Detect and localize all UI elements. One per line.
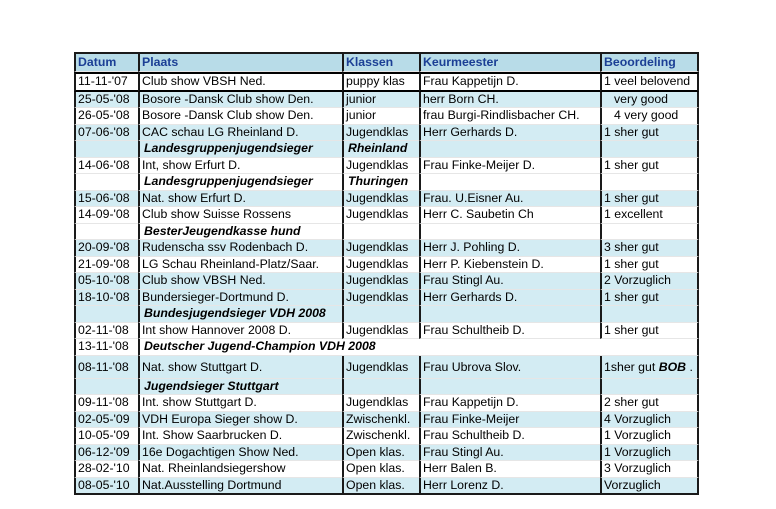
cell-beoordeling: 2 Vorzuglich xyxy=(600,273,699,290)
cell-klassen: Jugendklas xyxy=(342,158,419,175)
cell-plaats: Club show VBSH Ned. xyxy=(138,72,342,92)
cell-datum: 08-11-'08 xyxy=(74,356,138,379)
cell-beoordeling: 1 sher gut xyxy=(600,191,699,208)
cell-plaats: Nat. show Stuttgart D. xyxy=(138,356,342,379)
cell-keurmeester xyxy=(419,224,600,241)
cell-beoordeling: 1 Vorzuglich xyxy=(600,428,699,445)
table-row xyxy=(74,445,699,462)
cell-datum: 06-12-'09 xyxy=(74,445,138,462)
table-row xyxy=(74,395,699,412)
beoordeling-text: 1sher gut xyxy=(604,359,659,374)
cell-keurmeester: herr Born CH. xyxy=(419,92,600,109)
cell-keurmeester: Frau Kappetijn D. xyxy=(419,72,600,92)
cell-plaats: Landesgruppenjugendsieger xyxy=(138,174,342,191)
cell-datum: 21-09-'08 xyxy=(74,257,138,274)
cell-keurmeester: Frau Finke-Meijer xyxy=(419,412,600,429)
cell-keurmeester: frau Burgi-Rindlisbacher CH. xyxy=(419,108,600,125)
cell-klassen: Jugendklas xyxy=(342,240,419,257)
cell-keurmeester: Herr Balen B. xyxy=(419,461,600,478)
cell-klassen: Jugendklas xyxy=(342,356,419,379)
cell-plaats: Int. Show Saarbrucken D. xyxy=(138,428,342,445)
table-row xyxy=(74,158,699,175)
table-row xyxy=(74,323,699,340)
cell-beoordeling: 1 veel belovend xyxy=(600,72,699,92)
cell-beoordeling: 4 very good xyxy=(600,108,699,125)
cell-beoordeling: 1 sher gut xyxy=(600,257,699,274)
cell-datum: 09-11-'08 xyxy=(74,395,138,412)
table-row xyxy=(74,412,699,429)
header-plaats: Plaats xyxy=(138,52,342,72)
cell-datum: 11-11-'07 xyxy=(74,72,138,92)
cell-title-merged: Deutscher Jugend-Champion VDH 2008 xyxy=(138,339,699,356)
cell-plaats: Jugendsieger Stuttgart xyxy=(138,379,342,396)
table-row xyxy=(74,141,699,158)
cell-beoordeling: 1 Vorzuglich xyxy=(600,445,699,462)
cell-plaats: Int show Hannover 2008 D. xyxy=(138,323,342,340)
table-row xyxy=(74,207,699,224)
results-table xyxy=(74,52,699,495)
cell-datum: 05-10-'08 xyxy=(74,273,138,290)
cell-keurmeester: Frau Finke-Meijer D. xyxy=(419,158,600,175)
cell-datum xyxy=(74,174,138,191)
cell-beoordeling: 1 sher gut xyxy=(600,158,699,175)
table-row xyxy=(74,461,699,478)
cell-plaats: Club show Suisse Rossens xyxy=(138,207,342,224)
cell-datum xyxy=(74,141,138,158)
cell-keurmeester: Herr C. Saubetin Ch xyxy=(419,207,600,224)
cell-beoordeling xyxy=(600,141,699,158)
cell-keurmeester: Frau Stingl Au. xyxy=(419,273,600,290)
table-row xyxy=(74,240,699,257)
bob-suffix: . xyxy=(686,359,693,374)
cell-klassen: Jugendklas xyxy=(342,257,419,274)
cell-keurmeester: Frau Schultheib D. xyxy=(419,428,600,445)
cell-klassen: Rheinland xyxy=(342,141,419,158)
cell-klassen: Jugendklas xyxy=(342,191,419,208)
cell-datum xyxy=(74,224,138,241)
cell-datum: 18-10-'08 xyxy=(74,290,138,307)
cell-keurmeester: Frau Stingl Au. xyxy=(419,445,600,462)
cell-beoordeling: Vorzuglich xyxy=(600,478,699,496)
table-row xyxy=(74,339,699,356)
cell-plaats: Bundersieger-Dortmund D. xyxy=(138,290,342,307)
cell-beoordeling: 2 sher gut xyxy=(600,395,699,412)
cell-datum: 02-05-'09 xyxy=(74,412,138,429)
cell-keurmeester: Frau Schultheib D. xyxy=(419,323,600,340)
cell-datum: 10-05-'09 xyxy=(74,428,138,445)
cell-keurmeester: Herr Lorenz D. xyxy=(419,478,600,496)
cell-klassen: Zwischenkl. xyxy=(342,412,419,429)
cell-beoordeling xyxy=(600,174,699,191)
cell-beoordeling xyxy=(600,224,699,241)
cell-plaats: Bosore -Dansk Club show Den. xyxy=(138,92,342,109)
cell-datum: 07-06-'08 xyxy=(74,125,138,142)
cell-keurmeester: Herr J. Pohling D. xyxy=(419,240,600,257)
cell-plaats: Nat. show Erfurt D. xyxy=(138,191,342,208)
cell-plaats: Int, show Erfurt D. xyxy=(138,158,342,175)
cell-beoordeling xyxy=(600,379,699,396)
cell-beoordeling: very good xyxy=(600,92,699,109)
cell-datum: 13-11-'08 xyxy=(74,339,138,356)
cell-plaats: Bundesjugendsieger VDH 2008 xyxy=(138,306,342,323)
cell-beoordeling: 3 Vorzuglich xyxy=(600,461,699,478)
cell-plaats: 16e Dogachtigen Show Ned. xyxy=(138,445,342,462)
table-row xyxy=(74,356,699,379)
table-row xyxy=(74,191,699,208)
cell-beoordeling: 1 sher gut xyxy=(600,290,699,307)
cell-keurmeester xyxy=(419,174,600,191)
cell-klassen: Jugendklas xyxy=(342,273,419,290)
table-row xyxy=(74,273,699,290)
cell-datum: 28-02-'10 xyxy=(74,461,138,478)
cell-plaats: CAC schau LG Rheinland D. xyxy=(138,125,342,142)
cell-beoordeling: 4 Vorzuglich xyxy=(600,412,699,429)
cell-klassen: Jugendklas xyxy=(342,125,419,142)
cell-klassen: Zwischenkl. xyxy=(342,428,419,445)
cell-beoordeling xyxy=(600,356,699,379)
cell-beoordeling: 1 sher gut xyxy=(600,125,699,142)
cell-plaats: Nat.Ausstelling Dortmund xyxy=(138,478,342,496)
table-row xyxy=(74,72,699,92)
cell-datum: 26-05-'08 xyxy=(74,108,138,125)
cell-klassen: Jugendklas xyxy=(342,395,419,412)
cell-keurmeester xyxy=(419,379,600,396)
cell-klassen: Jugendklas xyxy=(342,207,419,224)
table-row xyxy=(74,290,699,307)
header-row xyxy=(74,52,699,72)
cell-plaats: Bosore -Dansk Club show Den. xyxy=(138,108,342,125)
cell-beoordeling: 1 excellent xyxy=(600,207,699,224)
cell-keurmeester: Herr Gerhards D. xyxy=(419,290,600,307)
table-row xyxy=(74,428,699,445)
header-klassen: Klassen xyxy=(342,52,419,72)
table-row xyxy=(74,174,699,191)
cell-keurmeester: Herr Gerhards D. xyxy=(419,125,600,142)
cell-keurmeester: Frau Ubrova Slov. xyxy=(419,356,600,379)
cell-keurmeester: Frau. U.Eisner Au. xyxy=(419,191,600,208)
cell-keurmeester xyxy=(419,141,600,158)
cell-beoordeling xyxy=(600,306,699,323)
table-row xyxy=(74,306,699,323)
cell-klassen xyxy=(342,379,419,396)
cell-plaats: Nat. Rheinlandsiegershow xyxy=(138,461,342,478)
cell-keurmeester: Herr P. Kiebenstein D. xyxy=(419,257,600,274)
cell-klassen: Jugendklas xyxy=(342,290,419,307)
cell-plaats: Int. show Stuttgart D. xyxy=(138,395,342,412)
cell-plaats: Rudenscha ssv Rodenbach D. xyxy=(138,240,342,257)
table-row xyxy=(74,224,699,241)
cell-datum: 25-05-'08 xyxy=(74,92,138,109)
header-beoordeling: Beoordeling xyxy=(600,52,699,72)
cell-datum xyxy=(74,306,138,323)
table-row xyxy=(74,125,699,142)
cell-klassen: Jugendklas xyxy=(342,323,419,340)
cell-plaats: LG Schau Rheinland-Platz/Saar. xyxy=(138,257,342,274)
cell-datum: 08-05-'10 xyxy=(74,478,138,496)
cell-beoordeling: 3 sher gut xyxy=(600,240,699,257)
cell-plaats: BesterJeugendkasse hund xyxy=(138,224,342,241)
cell-datum: 02-11-'08 xyxy=(74,323,138,340)
table-row xyxy=(74,257,699,274)
cell-plaats: Landesgruppenjugendsieger xyxy=(138,141,342,158)
bob-badge: BOB xyxy=(658,359,687,374)
table-row xyxy=(74,108,699,125)
cell-datum: 14-09-'08 xyxy=(74,207,138,224)
cell-klassen xyxy=(342,306,419,323)
cell-datum: 14-06-'08 xyxy=(74,158,138,175)
cell-datum: 15-06-'08 xyxy=(74,191,138,208)
cell-klassen: junior xyxy=(342,92,419,109)
cell-keurmeester xyxy=(419,306,600,323)
cell-klassen: Open klas. xyxy=(342,478,419,496)
cell-datum: 20-09-'08 xyxy=(74,240,138,257)
cell-beoordeling: 1 sher gut xyxy=(600,323,699,340)
cell-klassen: puppy klas xyxy=(342,72,419,92)
header-datum: Datum xyxy=(74,52,138,72)
table-row xyxy=(74,92,699,109)
cell-plaats: Club show VBSH Ned. xyxy=(138,273,342,290)
cell-klassen: Open klas. xyxy=(342,461,419,478)
table-row xyxy=(74,478,699,496)
cell-plaats: VDH Europa Sieger show D. xyxy=(138,412,342,429)
cell-klassen xyxy=(342,224,419,241)
table-row xyxy=(74,379,699,396)
table-body xyxy=(74,72,699,495)
header-keurmeester: Keurmeester xyxy=(419,52,600,72)
cell-datum xyxy=(74,379,138,396)
cell-klassen: Open klas. xyxy=(342,445,419,462)
cell-klassen: Thuringen xyxy=(342,174,419,191)
cell-keurmeester: Frau Kappetijn D. xyxy=(419,395,600,412)
cell-klassen: junior xyxy=(342,108,419,125)
